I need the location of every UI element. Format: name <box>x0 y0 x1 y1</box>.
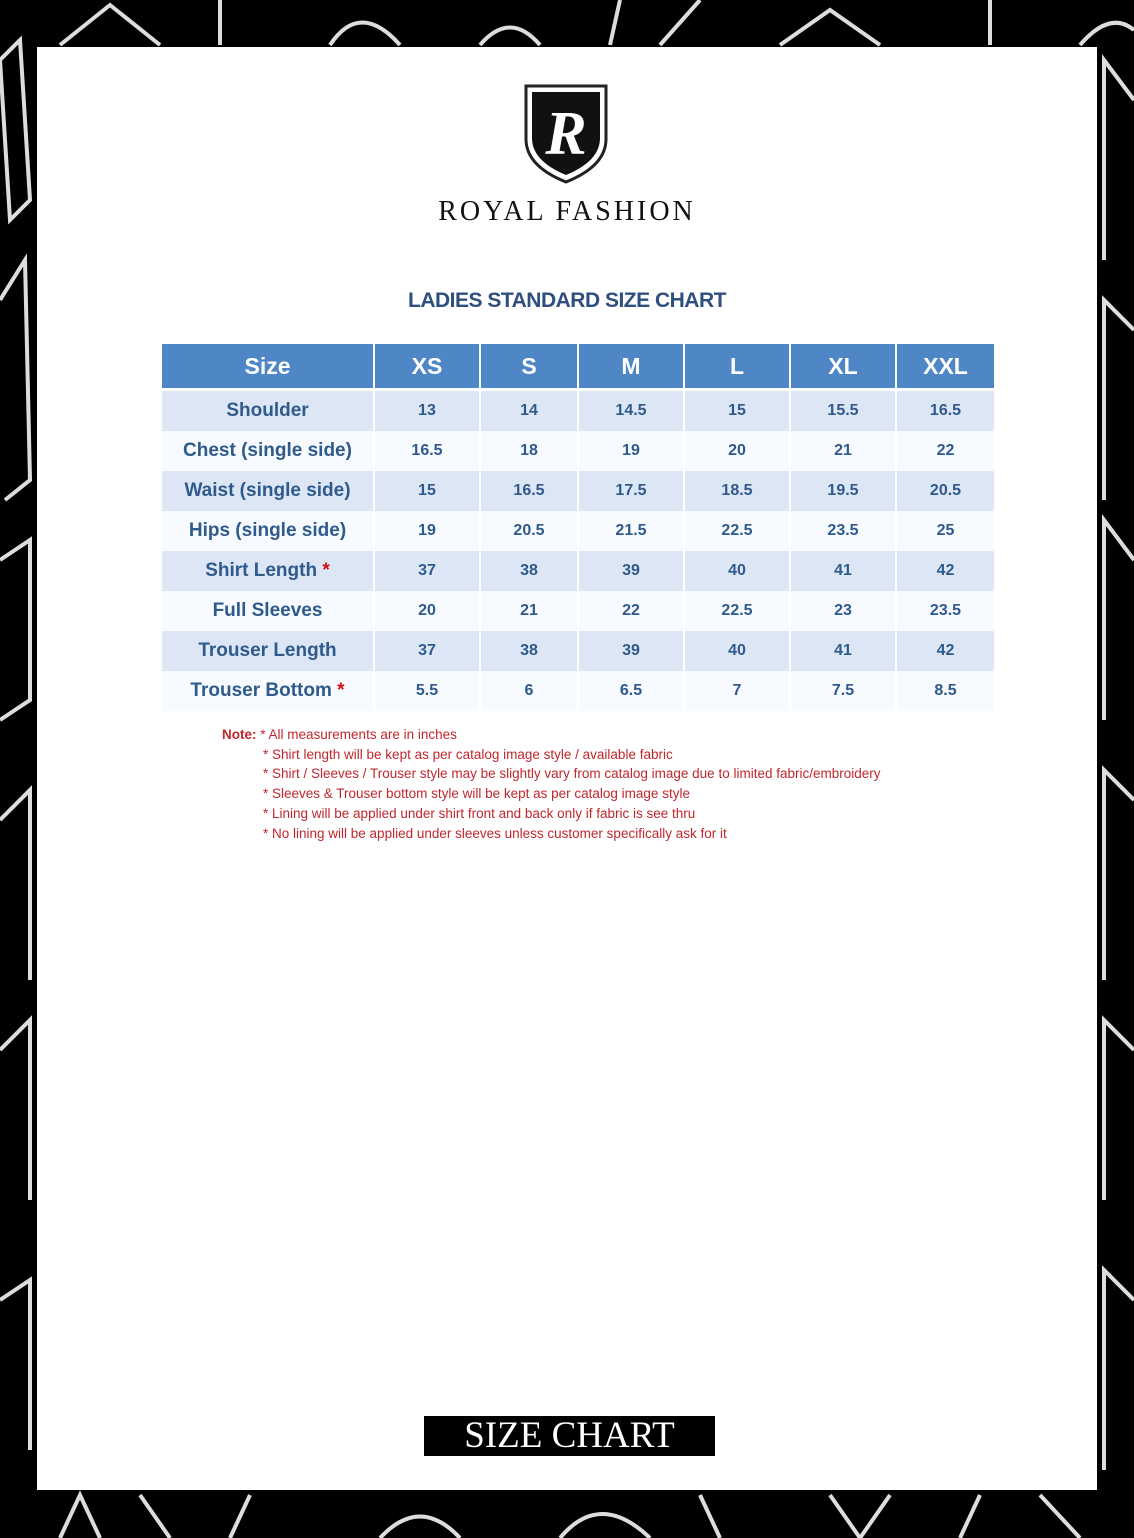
note-label: Note: <box>222 727 257 742</box>
table-cell: 16.5 <box>481 471 577 511</box>
table-cell: 18 <box>481 431 577 471</box>
row-label-text: Hips (single side) <box>188 520 347 541</box>
table-cell: 40 <box>685 631 789 671</box>
table-cell: 19.5 <box>791 471 895 511</box>
table-cell: 7 <box>685 671 789 711</box>
table-cell: 20.5 <box>481 511 577 551</box>
chart-title: LADIES STANDARD SIZE CHART <box>408 289 726 312</box>
size-chart-footer-label: SIZE CHART <box>424 1416 715 1456</box>
table-cell: 21 <box>791 431 895 471</box>
table-cell: 14 <box>481 391 577 431</box>
notes <box>222 725 881 843</box>
row-label-text: Shoulder <box>226 400 309 421</box>
svg-text:R: R <box>545 100 587 168</box>
note-item: * Lining will be applied under shirt front and back only if fabric is see thru <box>263 805 696 821</box>
note-item: * Shirt / Sleeves / Trouser style may be slightly vary from catalog image due to limited fabric/embroidery <box>263 766 881 782</box>
table-row <box>162 671 994 711</box>
table-cell: 22.5 <box>685 591 789 631</box>
note-item: * Sleeves & Trouser bottom style will be kept as per catalog image style <box>263 786 690 802</box>
header-s: S <box>481 344 577 391</box>
table-cell: 38 <box>481 631 577 671</box>
header-xxl: XXL <box>897 344 994 391</box>
row-label <box>162 551 373 591</box>
table-cell: 39 <box>579 551 683 591</box>
table-cell: 8.5 <box>897 671 994 711</box>
table-cell: 16.5 <box>375 431 479 471</box>
table-cell: 7.5 <box>791 671 895 711</box>
table-cell: 41 <box>791 551 895 591</box>
size-table <box>160 344 996 711</box>
row-label <box>162 431 373 471</box>
asterisk-marker: * <box>322 560 330 581</box>
table-cell: 19 <box>579 431 683 471</box>
table-cell: 37 <box>375 631 479 671</box>
table-row <box>162 551 994 591</box>
row-label <box>162 671 373 711</box>
table-cell: 23.5 <box>897 591 994 631</box>
table-cell: 42 <box>897 551 994 591</box>
row-label-text: Shirt Length <box>205 560 318 581</box>
table-cell: 40 <box>685 551 789 591</box>
table-cell: 23.5 <box>791 511 895 551</box>
table-cell: 15.5 <box>791 391 895 431</box>
table-row <box>162 471 994 511</box>
row-label-text: Trouser Length <box>198 640 337 661</box>
table-cell: 15 <box>375 471 479 511</box>
row-label-text: Chest (single side) <box>183 440 352 461</box>
note-item: * No lining will be applied under sleeves unless customer specifically ask for it <box>263 825 727 841</box>
table-cell: 42 <box>897 631 994 671</box>
table-cell: 16.5 <box>897 391 994 431</box>
row-label <box>162 591 373 631</box>
table-cell: 20.5 <box>897 471 994 511</box>
table-row <box>162 631 994 671</box>
table-cell: 5.5 <box>375 671 479 711</box>
table-cell: 20 <box>685 431 789 471</box>
table-cell: 19 <box>375 511 479 551</box>
table-row <box>162 391 994 431</box>
row-label <box>162 391 373 431</box>
table-cell: 6 <box>481 671 577 711</box>
table-row <box>162 431 994 471</box>
table-cell: 38 <box>481 551 577 591</box>
table-cell: 18.5 <box>685 471 789 511</box>
table-cell: 6.5 <box>579 671 683 711</box>
header-l: L <box>685 344 789 391</box>
table-cell: 22.5 <box>685 511 789 551</box>
table-row <box>162 591 994 631</box>
note-item: * All measurements are in inches <box>260 727 457 742</box>
table-cell: 37 <box>375 551 479 591</box>
header-m: M <box>579 344 683 391</box>
table-cell: 14.5 <box>579 391 683 431</box>
table-cell: 41 <box>791 631 895 671</box>
asterisk-marker: * <box>337 680 345 701</box>
table-cell: 21 <box>481 591 577 631</box>
row-label-text: Waist (single side) <box>184 480 351 501</box>
row-label <box>162 471 373 511</box>
header-xs: XS <box>375 344 479 391</box>
table-cell: 39 <box>579 631 683 671</box>
header-size: Size <box>162 344 373 391</box>
table-cell: 20 <box>375 591 479 631</box>
row-label-text: Full Sleeves <box>212 600 323 621</box>
table-cell: 25 <box>897 511 994 551</box>
table-header-row <box>162 344 994 391</box>
table-cell: 15 <box>685 391 789 431</box>
table-cell: 22 <box>897 431 994 471</box>
header-xl: XL <box>791 344 895 391</box>
table-cell: 22 <box>579 591 683 631</box>
royal-fashion-shield-logo <box>523 84 609 184</box>
table-cell: 23 <box>791 591 895 631</box>
table-cell: 13 <box>375 391 479 431</box>
row-label-text: Trouser Bottom <box>190 680 332 701</box>
brand-name: ROYAL FASHION <box>438 196 696 227</box>
table-cell: 17.5 <box>579 471 683 511</box>
table-cell: 21.5 <box>579 511 683 551</box>
note-item: * Shirt length will be kept as per catalog image style / available fabric <box>263 746 673 762</box>
row-label <box>162 631 373 671</box>
table-row <box>162 511 994 551</box>
row-label <box>162 511 373 551</box>
